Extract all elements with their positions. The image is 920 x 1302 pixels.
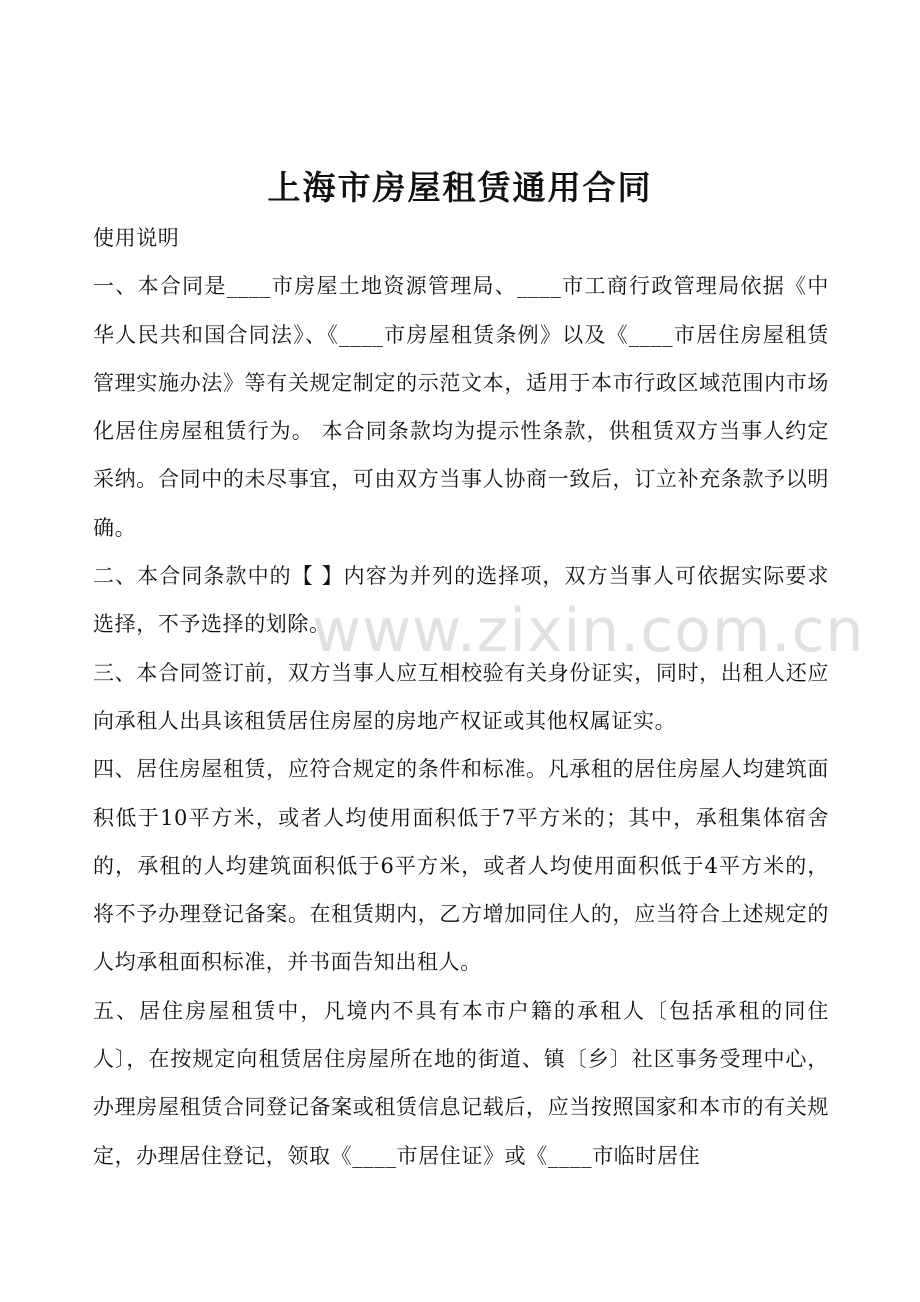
document-body xyxy=(93,214,829,1180)
paragraph-3: 三、本合同签订前，双方当事人应互相校验有关身份证实，同时，出租人还应向承租人出具该租赁居住房屋的房地产权证或其他权属证实。 xyxy=(93,660,829,733)
paragraph-5: 五、居住房屋租赁中，凡境内不具有本市户籍的承租人〔包括承租的同住人〕，在按规定向租赁居住房屋所在地的街道、镇〔乡〕社区事务受理中心，办理房屋租赁合同登记备案或租赁信息记载后，应当按照国家和本市的有关规定，办理居住登记，领取《____市居住证》或《____市临时居住 xyxy=(93,998,829,1168)
section-heading: 使用说明 xyxy=(93,226,180,250)
paragraph-2: 二、本合同条款中的【 】内容为并列的选择项，双方当事人可依据实际要求选择，不予选择的划除。 xyxy=(93,564,829,637)
document-title: 上海市房屋租赁通用合同 xyxy=(267,168,653,207)
paragraph-1: 一、本合同是____市房屋土地资源管理局、____市工商行政管理局依据《中华人民共和国合同法》、《____市房屋租赁条例》以及《____市居住房屋租赁管理实施办法》等有关规定制定的示范文本，适用于本市行政区域范围内市场化居住房屋租赁行为。 本合同条款均为提示性条款，供租赁双方当事人约定采纳。合同中的未尽事宜，可由双方当事人协商一致后，订立补充条款予以明确。 xyxy=(93,274,829,540)
watermark-text: www.zixin.com.cn xyxy=(312,596,865,666)
paragraph-4: 四、居住房屋租赁，应符合规定的条件和标准。凡承租的居住房屋人均建筑面积低于10平方米，或者人均使用面积低于7平方米的；其中，承租集体宿舍的，承租的人均建筑面积低于6平方米，或者人均使用面积低于4平方米的，将不予办理登记备案。在租赁期内，乙方增加同住人的，应当符合上述规定的人均承租面积标准，并书面告知出租人。 xyxy=(93,757,829,975)
